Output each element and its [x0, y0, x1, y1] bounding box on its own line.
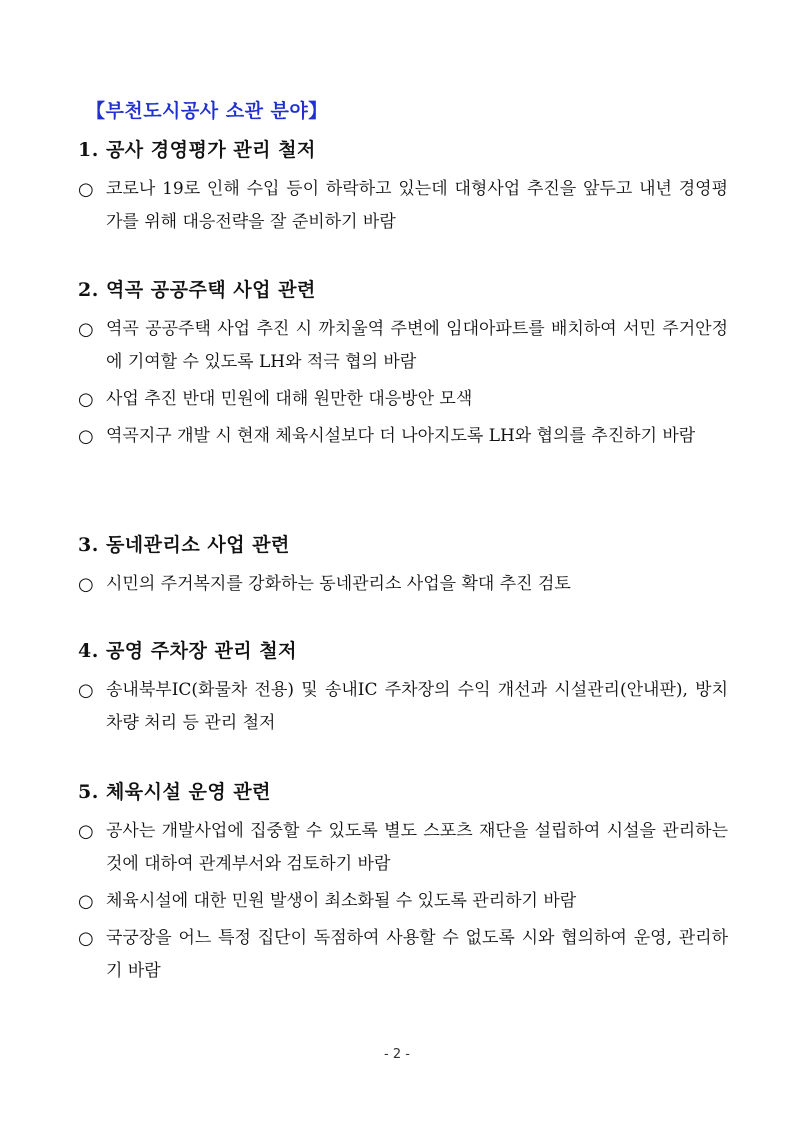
section-5 [78, 779, 728, 988]
page-title: 【부천도시공사 소관 분야】 [86, 100, 328, 122]
section-1 [78, 137, 728, 239]
list-item [78, 674, 728, 740]
page-number: - 2 - [384, 1047, 410, 1062]
list-item [78, 885, 728, 918]
list-item-text: 사업 추진 반대 민원에 대해 원만한 대응방안 모색 [106, 389, 473, 409]
circle-bullet-icon: ○ [78, 319, 94, 340]
section-4 [78, 638, 728, 740]
list-item-text: 역곡 공공주택 사업 추진 시 까치울역 주변에 임대아파트를 배치하여 서민 주거안정에 기여할 수 있도록 LH와 적극 협의 바람 [106, 319, 728, 372]
circle-bullet-icon: ○ [78, 389, 94, 410]
circle-bullet-icon: ○ [78, 891, 94, 912]
circle-bullet-icon: ○ [78, 680, 94, 701]
section-2 [78, 277, 728, 453]
list-item-text: 공사는 개발사업에 집중할 수 있도록 별도 스포츠 재단을 설립하여 시설을 관리하는 것에 대하여 관계부서와 검토하기 바람 [106, 821, 728, 874]
list-item [78, 815, 728, 881]
list-item [78, 568, 728, 601]
list-item [78, 313, 728, 379]
list-item [78, 383, 728, 416]
list-item-text: 국궁장을 어느 특정 집단이 독점하여 사용할 수 없도록 시와 협의하여 운영, 관리하기 바람 [106, 928, 728, 981]
list-item [78, 173, 728, 239]
list-item [78, 420, 728, 453]
circle-bullet-icon: ○ [78, 426, 94, 447]
section-heading: 1. 공사 경영평가 관리 철저 [78, 139, 316, 161]
circle-bullet-icon: ○ [78, 928, 94, 949]
section-heading: 4. 공영 주차장 관리 철저 [78, 640, 297, 662]
circle-bullet-icon: ○ [78, 179, 94, 200]
section-heading: 3. 동네관리소 사업 관련 [78, 534, 290, 556]
list-item-text: 체육시설에 대한 민원 발생이 최소화될 수 있도록 관리하기 바람 [106, 891, 577, 911]
section-heading: 5. 체육시설 운영 관련 [78, 781, 272, 803]
list-item-text: 코로나 19로 인해 수입 등이 하락하고 있는데 대형사업 추진을 앞두고 내년 경영평가를 위해 대응전략을 잘 준비하기 바람 [106, 179, 728, 232]
section-heading: 2. 역곡 공공주택 사업 관련 [78, 279, 316, 301]
circle-bullet-icon: ○ [78, 821, 94, 842]
list-item-text: 역곡지구 개발 시 현재 체육시설보다 더 나아지도록 LH와 협의를 추진하기 바람 [106, 426, 696, 446]
list-item [78, 922, 728, 988]
circle-bullet-icon: ○ [78, 574, 94, 595]
section-3 [78, 532, 728, 601]
list-item-text: 송내북부IC(화물차 전용) 및 송내IC 주차장의 수익 개선과 시설관리(안내판), 방치차량 처리 등 관리 철저 [106, 680, 728, 733]
list-item-text: 시민의 주거복지를 강화하는 동네관리소 사업을 확대 추진 검토 [106, 574, 571, 594]
